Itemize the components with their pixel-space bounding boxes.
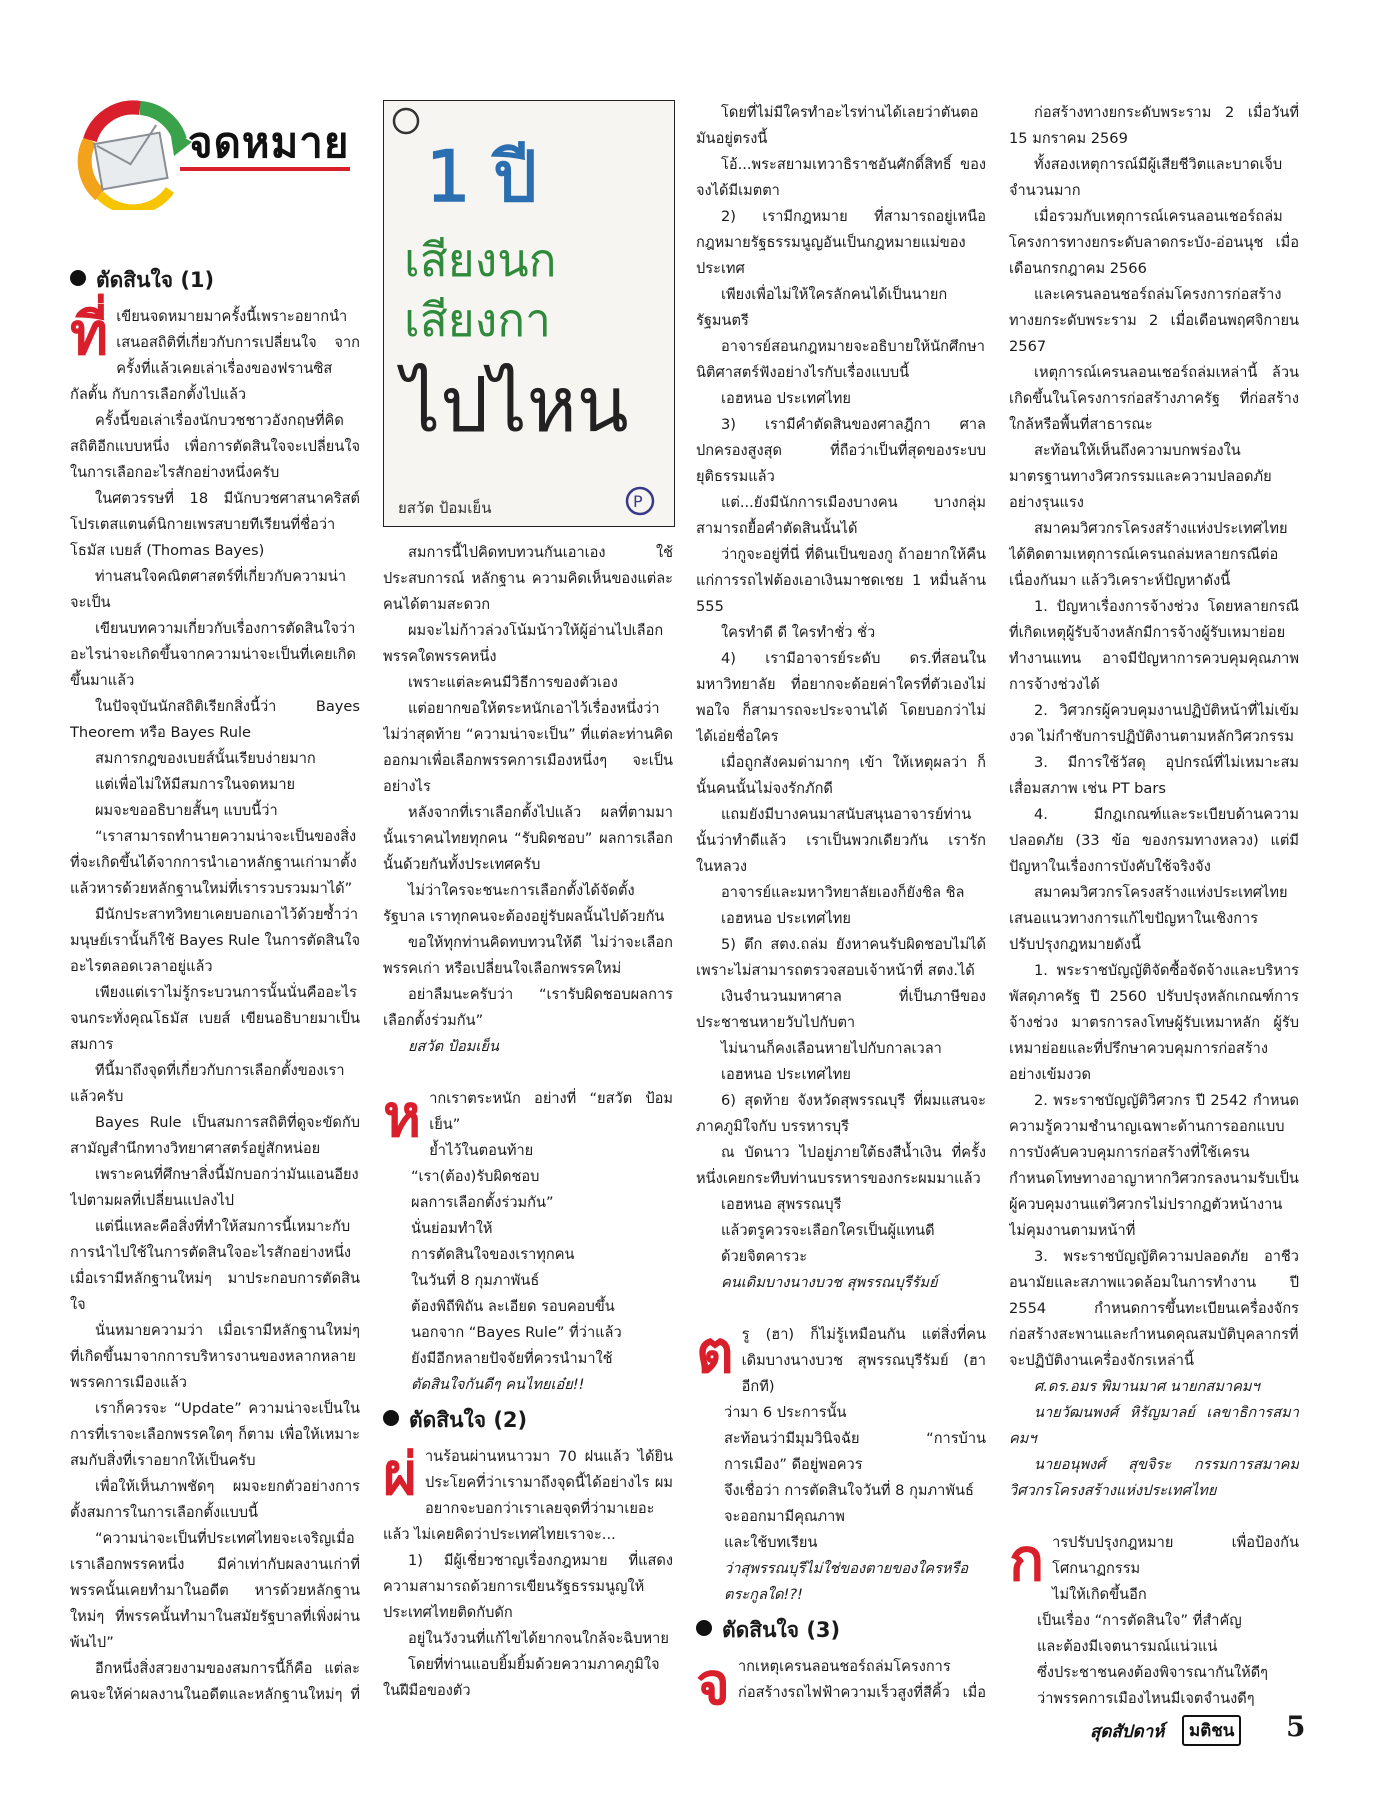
paragraph: ผมจะขออธิบายสั้นๆ แบบนี้ว่า [95,802,278,819]
paragraph: เพราะแต่ละคนมีวิธีการของตัวเอง [408,674,618,691]
paragraph: เอฮหนอ สุพรรณบุรี [721,1196,842,1213]
paragraph: สมการนี้ไปคิดทบทวนกันเอาเอง ใช้ประสบการณ์ หลักฐาน ความคิดเห็นของแต่ละคนได้ตามสะดวก [383,544,673,613]
paragraph: นายอนุพงศ์ สุขจิระ กรรมการสมาคมวิศวกรโครงสร้างแห่งประเทศไทย [1009,1456,1299,1499]
paragraph: เมื่อรวมกับเหตุการณ์เครนลอนเชอร์ถล่มโครงการทางยกระดับลาดกระบัง-อ่อนนุช เมื่อเดือนกรกฎาคม 2566 [1009,208,1299,277]
editor-sign-off: ตัดสินใจกันดีๆ คนไทยเอ๋ย!! [411,1376,585,1393]
paragraph: เพราะคนที่ศึกษาสิ่งนี้มักบอกว่ามันแอนอียงไปตามผลที่เปลี่ยนแปลงไป [70,1166,359,1209]
paragraph: ไม่ให้เกิดขึ้นอีก [1052,1586,1147,1603]
paragraph: ในปัจจุบันนักสถิติเรียกสิ่งนี้ว่า Bayes Theorem หรือ Bayes Rule [70,698,360,741]
paragraph: 3. พระราชบัญญัติความปลอดภัย อาชีวอนามัยและสภาพแวดล้อมในการทำงาน ปี 2554 กำหนดการขึ้นทะเบียนเครื่องจักรก่อสร้างสะพานและกำหนดคุณสมบัติบุคลากรที่จะปฏิบัติงานเครื่องจักรเหล่านี้ [1009,1248,1299,1369]
paragraph: ทีนี้มาถึงจุดที่เกี่ยวกับการเลือกตั้งของเราแล้วครับ [70,1062,345,1105]
paragraph: ครั้งนี้ขอเล่าเรื่องนักบวชชาวอังกฤษที่คิดสถิติอีกแบบหนึ่ง เพื่อการตัดสินใจจะเปลี่ยนใจในการเลือกอะไรสักอย่างหนึ่งครับ [70,412,360,481]
column-4 [1009,100,1299,1708]
paragraph: ทั้งสองเหตุการณ์มีผู้เสียชีวิตและบาดเจ็บจำนวนมาก [1009,156,1283,199]
paragraph: อยู่ในวังวนที่แก้ไขได้ยากจนใกล้จะฉิบหาย [408,1630,669,1647]
paragraph: ในวันที่ 8 กุมภาพันธ์ [411,1272,540,1289]
column-1 [70,258,360,1708]
paragraph: ใครทำดี ดี ใครทำชั่ว ชั่ว [721,624,876,641]
drop-cap: ห [383,1082,422,1150]
paragraph: อีกหนึ่งสิ่งสวยงามของสมการนี้ก็คือ แต่ละคนจะให้ค่าผลงานในอดีตและหลักฐานใหม่ๆ ที่ [70,1660,360,1703]
paragraph: ต้องพิถีพิถัน ละเอียด รอบคอบขึ้น [411,1298,615,1315]
paragraph: 3) เรามีคำตัดสินของศาลฎีกา ศาลปกครองสูงสุด ที่ถือว่าเป็นที่สุดของระบบยุติธรรมแล้ว [696,416,986,485]
drop-cap: ที่ [70,300,109,368]
paragraph: ก่อสร้างทางยกระดับพระราม 2 เมื่อวันที่ 15 มกราคม 2569 [1009,104,1299,147]
masthead-title: จดหมาย [188,118,350,167]
column-3 [696,100,986,1708]
paragraph: ซึ่งประชาชนคงต้องพิจารณากันให้ดีๆ [1037,1664,1269,1681]
paragraph: แต่เพื่อไม่ให้มีสมการในจดหมาย [95,776,296,793]
paragraph: สมการกฎของเบยส์นั้นเรียบง่ายมาก [95,750,316,767]
paragraph: ศ.ดร.อมร พิมานมาศ นายกสมาคมฯ [1034,1378,1260,1395]
paragraph: แต่อยากขอให้ตระหนักเอาไว้เรื่องหนึ่งว่า ไม่ว่าสุดท้าย “ความน่าจะเป็น” ที่แต่ละท่านคิดออกมาเพื่อเลือกพรรคการเมืองหนึ่งๆ จะเป็นอย่างไร [383,700,673,795]
paragraph: 2. พระราชบัญญัติวิศวกร ปี 2542 กำหนดความรู้ความชำนาญเฉพาะด้านการออกแบบ การบังคับควบคุมการก่อสร้างที่ใช้เครน กำหนดโทษทางอาญาหากวิศวกรลงนามรับเป็นผู้ควบคุมงานแต่วิศวกรไม่ปรากฏตัวหน้างาน ไม่คุมงานตามหน้าที่ [1009,1092,1299,1239]
editor-reply-lines [696,1400,986,1556]
drop-cap: จ [696,1650,730,1708]
signatures [1009,1374,1299,1504]
paragraph: “เรา(ต้อง)รับผิดชอบ [411,1168,540,1185]
letter-body [383,540,673,1034]
paragraph: 4) เรามีอาจารย์ระดับ ดร.ที่สอนในมหาวิทยาลัย ที่อยากจะด้อยค่าใครที่ตัวเองไม่พอใจ ก็สามารถจะประจานได้ โดยบอกว่าไม่ได้เอ่ยชื่อใคร [696,650,986,745]
paragraph: ด้วยจิตคารวะ [721,1248,808,1265]
paragraph: เพียงเพื่อไม่ให้ใครลักคนได้เป็นนายกรัฐมนตรี [696,286,948,329]
paragraph: 1) มีผู้เชี่ยวชาญเรื่องกฎหมาย ที่แสดงความสามารถด้วยการเขียนรัฐธรรมนูญให้ประเทศไทยติดกับดัก [383,1552,673,1621]
paragraph: นายวัฒนพงศ์ หิรัญมาลย์ เลขาธิการสมาคมฯ [1009,1404,1299,1447]
paragraph: เอฮหนอ ประเทศไทย [721,1066,851,1083]
paragraph: โดยที่ไม่มีใครทำอะไรท่านได้เลยว่าตันตอมันอยู่ตรงนี้ [696,104,979,147]
paragraph: 1. ปัญหาเรื่องการจ้างช่วง โดยหลายกรณีที่เกิดเหตุผู้รับจ้างหลักมีการจ้างผู้รับเหมาย่อยทำงานแทน อาจมีปัญหาการควบคุมคุณภาพการจ้างช่วงได้ [1009,598,1299,693]
paragraph: “ความน่าจะเป็นที่ประเทศไทยจะเจริญเมื่อเราเลือกพรรคหนึ่ง มีค่าเท่ากับผลงานเก่าที่พรรคนั้นเคยทำมาในอดีต หารด้วยหลักฐานใหม่ๆ ที่พรรคนั้นทำมาในสมัยรัฐบาลที่เพิ่งผ่านพ้นไป” [70,1530,360,1651]
paragraph: จึงเชื่อว่า การตัดสินใจวันที่ 8 กุมภาพันธ์ [724,1482,974,1499]
paragraph: หลังจากที่เราเลือกตั้งไปแล้ว ผลที่ตามมานั้นเราคนไทยทุกคน “รับผิดชอบ” ผลการเลือกนั้นด้วยกันทั้งประเทศครับ [383,804,673,873]
paragraph: มีนักประสาทวิทยาเคยบอกเอาไว้ด้วยซ้ำว่ามนุษย์เรานั้นก็ใช้ Bayes Rule ในการตัดสินใจอะไรตลอดเวลาอยู่แล้ว [70,906,360,975]
paragraph: เหตุการณ์เครนลอนเชอร์ถล่มเหล่านี้ ล้วนเกิดขึ้นในโครงการก่อสร้างภาครัฐ ที่ก่อสร้างใกล้หรือพื้นที่สาธารณะ [1009,364,1299,433]
paragraph: เพียงแต่เราไม่รู้กระบวนการนั้นนั่นคืออะไร จนกระทั่งคุณโธมัส เบยส์ เขียนอธิบายมาเป็นสมการ [70,984,360,1053]
bullet-icon [70,270,86,286]
signature: คนเดิมบางนางบวช สุพรรณบุรีรัมย์ [721,1274,938,1291]
letter-body [1009,100,1299,1374]
letter-body [696,100,986,1270]
handwritten-card-image [383,100,675,527]
editor-reply: ตรู (ฮา) ก็ไม่รู้เหมือนกัน แต่สิ่งที่คนเดิมบางนางบวช สุพรรณบุรีรัมย์ (ฮา อีกที) [696,1318,986,1395]
letter-lead: ผ่านร้อนผ่านหนาวมา 70 ฝนแล้ว ได้ยินประโยคที่ว่าเรามาถึงจุดนี้ได้อย่างไร ผมอยากจะบอกว่าเราเลยจุดที่ว่ามาเยอะแล้ว ไม่เคยคิดว่าประเทศไทยเราจะ... [383,1440,673,1543]
column-masthead [70,100,350,210]
paragraph: เพื่อให้เห็นภาพชัดๆ ผมจะยกตัวอย่างการตั้งสมการในการเลือกตั้งแบบนี้ [70,1478,360,1521]
paragraph: 6) สุดท้าย จังหวัดสุพรรณบุรี ที่ผมแสนจะภาคภูมิใจกับ บรรหารบุรี [696,1092,986,1135]
editor-reply-lines [383,1138,673,1372]
paragraph: ว่ามา 6 ประการนั้น [724,1404,847,1421]
paragraph: เอฮหนอ ประเทศไทย [721,910,851,927]
paragraph: 4. มีกฎเกณฑ์และระเบียบด้านความปลอดภัย (33 ข้อ ของกรมทางหลวง) แต่มีปัญหาในเรื่องการบังคับใช้จริงจัง [1009,806,1299,875]
paragraph: สะท้อนว่ามีมุมวินิจฉัย “การบ้านการเมือง” ดีอยู่พอควร [724,1430,986,1473]
paragraph: ผลการเลือกตั้งร่วมกัน” [411,1194,554,1211]
letter-body [70,408,360,1708]
letter-lead: จากเหตุเครนลอนชอร์ถล่มโครงการก่อสร้างรถไฟฟ้าความเร็วสูงที่สีคิ้ว เมื่อ [696,1654,986,1708]
paragraph: 2. วิศวกรผู้ควบคุมงานปฏิบัติหน้าที่ไม่เข้มงวด ไม่กำชับการปฏิบัติงานตามหลักวิศวกรรม [1009,702,1299,745]
editor-reply: หากเราตระหนัก อย่างที่ “ยสวัต ป้อมเย็น” [383,1082,673,1150]
column-2 [383,540,673,1708]
editor-reply: การปรับปรุงกฎหมาย เพื่อป้องกันโศกนาฏกรรม [1009,1526,1299,1594]
paragraph: โดยที่ท่านแอบยิ้มยิ้มด้วยความภาคภูมิใจในฝีมือของตัว [383,1656,660,1699]
section-heading-3: ตัดสินใจ (3) [696,1616,986,1644]
paragraph: ในศตวรรษที่ 18 มีนักบวชศาสนาคริสต์โปรเตสแตนต์นิกายเพรสบายทีเรียนที่ชื่อว่าโธมัส เบยส์ (Thomas Bayes) [70,490,360,559]
paragraph: ไม่นานก็คงเลือนหายไปกับกาลเวลา [721,1040,942,1057]
paragraph: แต่นี่แหละคือสิ่งที่ทำให้สมการนี้เหมาะกับการนำไปใช้ในการตัดสินใจอะไรสักอย่างหนึ่ง เมื่อเรามีหลักฐานใหม่ๆ มาประกอบการตัดสินใจ [70,1218,360,1313]
paragraph: เราก็ควรจะ “Update” ความน่าจะเป็นในการที่เราจะเลือกพรรคใดๆ ก็ตาม เพื่อให้เหมาะสมกับสิ่งที่เราอยากให้เป็นครับ [70,1400,360,1469]
paragraph: ท่านสนใจคณิตศาสตร์ที่เกี่ยวกับความน่าจะเป็น [70,568,347,611]
masthead-underline [180,164,350,174]
signature: ยสวัต ป้อมเย็น [408,1038,499,1055]
section-heading-1: ตัดสินใจ (1) [70,266,360,294]
paragraph: สะท้อนให้เห็นถึงความบกพร่องในมาตรฐานทางวิศวกรรมและความปลอดภัยอย่างรุนแรง [1009,442,1272,511]
drop-cap: ผ่ [383,1440,417,1508]
paragraph: แล้วตรูควรจะเลือกใครเป็นผู้แทนดี [721,1222,935,1239]
envelope-arrow-icon [70,100,200,210]
paragraph: และใช้บทเรียน [724,1534,818,1551]
paragraph: ย้ำไว้ในตอนท้าย [429,1142,534,1159]
handwriting-line: เสียงกา [404,293,551,347]
bullet-icon [696,1620,712,1636]
paragraph: เป็นเรื่อง “การตัดสินใจ” ที่สำคัญ [1037,1612,1242,1629]
page-number: 5 [1286,1710,1306,1743]
paragraph: อาจารย์และมหาวิทยาลัยเองก็ยังชิล ชิล [721,884,965,901]
card-signature: ยสวัต ป้อมเย็น [398,499,492,517]
paragraph: เมื่อถูกสังคมด่ามากๆ เข้า ให้เหตุผลว่า ก็นั้นคนนั้นไม่จงรักภักดี [696,754,986,797]
paragraph: ผมจะไม่ก้าวล่วงโน้มน้าวให้ผู้อ่านไปเลือกพรรคใดพรรคหนึ่ง [383,622,664,665]
page-footer [1090,1712,1380,1748]
letter-body [383,1548,673,1704]
paragraph: และเครนลอนชอร์ถล่มโครงการก่อสร้างทางยกระดับพระราม 2 เมื่อเดือนพฤศจิกายน 2567 [1009,286,1299,355]
paragraph: “เราสามารถทำนายความน่าจะเป็นของสิ่งที่จะเกิดขึ้นได้จากการนำเอาหลักฐานเก่ามาตั้ง แล้วหารด้วยหลักฐานใหม่ที่เรารวบรวมมาได้” [70,828,357,897]
paragraph: สมาคมวิศวกรโครงสร้างแห่งประเทศไทยเสนอแนวทางการแก้ไขปัญหาในเชิงการปรับปรุงกฎหมายดังนี้ [1009,884,1288,953]
paragraph: เขียนบทความเกี่ยวกับเรื่องการตัดสินใจว่าอะไรน่าจะเกิดขึ้นจากความน่าจะเป็นที่เคยเกิดขึ้นมาแล้ว [70,620,356,689]
section-heading-2: ตัดสินใจ (2) [383,1406,673,1434]
paragraph: แต่...ยังมีนักการเมืองบางคน บางกลุ่ม สามารถยื้อคำตัดสินนั้นได้ [696,494,986,537]
paragraph: ว่ากูจะอยู่ที่นี่ ที่ดินเป็นของกู ถ้าอยากให้คืนแก่การรถไฟต้องเอาเงินมาชดเชย 1 หมื่นล้าน 555 [696,546,986,615]
paragraph: แถมยังมีบางคนมาสนับสนุนอาจารย์ท่านนั้นว่าทำดีแล้ว เราเป็นพวกเดียวกัน เรารักในหลวง [696,806,986,875]
brand-logo: มติชน [1182,1715,1241,1746]
paragraph: 5) ตึก สตง.ถล่ม ยังหาคนรับผิดชอบไม่ได้ เพราะไม่สามารถตรวจสอบเจ้าหน้าที่ สตง.ได้ [696,936,986,979]
paragraph: ยังมีอีกหลายปัจจัยที่ควรนำมาใช้ [411,1350,613,1367]
paragraph: ณ บัดนาว ไปอยู่ภายใต้ธงสีน้ำเงิน ที่ครั้งหนึ่งเคยกระทืบท่านบรรหารของกระผมมาแล้ว [696,1144,986,1187]
editor-reply-lines [1009,1582,1299,1708]
paragraph: Bayes Rule เป็นสมการสถิติที่ดูจะขัดกับสามัญสำนึกทางวิทยาศาสตร์อยู่สักหน่อย [70,1114,360,1157]
paragraph: และต้องมีเจตนารมณ์แน่วแน่ [1037,1638,1218,1655]
paragraph: อาจารย์สอนกฎหมายจะอธิบายให้นักศึกษานิติศาสตร์ฟังอย่างไรกับเรื่องแบบนี้ [696,338,985,381]
paragraph: สมาคมวิศวกรโครงสร้างแห่งประเทศไทยได้ติดตามเหตุการณ์เครนถล่มหลายกรณีต่อเนื่องกันมา แล้ววิเคราะห์ปัญหาดังนี้ [1009,520,1288,589]
paragraph: เงินจำนวนมหาศาล ที่เป็นภาษีของประชาชนหายวับไปกับตา [696,988,986,1031]
paragraph: เอฮหนอ ประเทศไทย [721,390,851,407]
letter-lead: ที่เขียนจดหมายมาครั้งนี้เพราะอยากนำเสนอสถิติที่เกี่ยวกับการเปลี่ยนใจ จากครั้งที่แล้วเคยเล่าเรื่องของฟรานซิส กัลตั้น กับการเลือกตั้งไปแล้ว [70,300,360,403]
handwriting-line: เสียงนก [404,233,557,287]
paragraph: นอกจาก “Bayes Rule” ที่ว่าแล้ว [411,1324,622,1341]
bullet-icon [383,1410,399,1426]
paragraph: 1. พระราชบัญญัติจัดซื้อจัดจ้างและบริหารพัสดุภาครัฐ ปี 2560 ปรับปรุงหลักเกณฑ์การจ้างช่วง มาตรการลงโทษผู้รับเหมาหลัก ผู้รับเหมาย่อยและที่ปรึกษาควบคุมการก่อสร้างอย่างเข้มงวด [1009,962,1299,1083]
paragraph: จะออกมามีคุณภาพ [724,1508,845,1525]
paragraph: 2) เรามีกฎหมาย ที่สามารถอยู่เหนือกฎหมายรัฐธรรมนูญอันเป็นกฎหมายแม่ของประเทศ [696,208,986,277]
drop-cap: ต [696,1318,734,1386]
handwriting-line: ไปไหน [402,360,629,449]
paragraph: ขอให้ทุกท่านคิดทบทวนให้ดี ไม่ว่าจะเลือกพรรคเก่า หรือเปลี่ยนใจเลือกพรรคใหม่ [383,934,673,977]
paragraph: ไม่ว่าใครจะชนะการเลือกตั้งได้จัดตั้งรัฐบาล เราทุกคนจะต้องอยู่รับผลนั้นไปด้วยกัน [383,882,665,925]
paragraph: 3. มีการใช้วัสดุ อุปกรณ์ที่ไม่เหมาะสม เสื่อมสภาพ เช่น PT bars [1009,754,1299,797]
paragraph: นั่นย่อมทำให้ [411,1220,493,1237]
magazine-name: สุดสัปดาห์ [1090,1722,1165,1742]
paragraph: ว่าพรรคการเมืองไหนมีเจตจำนงดีๆ [1037,1690,1255,1707]
editor-sign-off: ว่าสุพรรณบุรีไม่ใช่ของตายของใครหรือตระกูลใด!?! [724,1560,969,1603]
paragraph: การตัดสินใจของเราทุกคน [411,1246,575,1263]
paragraph: อย่าลืมนะครับว่า “เรารับผิดชอบผลการเลือกตั้งร่วมกัน” [383,986,673,1029]
drop-cap: ก [1009,1526,1045,1594]
svg-text:P: P [633,492,643,511]
paragraph: โอ้...พระสยามเทวาธิราชอันศักดิ์สิทธิ์ ของจงได้มีเมตตา [696,156,986,199]
handwriting-line: 1 ปี [426,136,538,218]
paragraph: นั่นหมายความว่า เมื่อเรามีหลักฐานใหม่ๆ ที่เกิดขึ้นมาจากการบริหารงานของหลากหลายพรรคการเมืองแล้ว [70,1322,360,1391]
handwriting-drawing [384,101,674,526]
